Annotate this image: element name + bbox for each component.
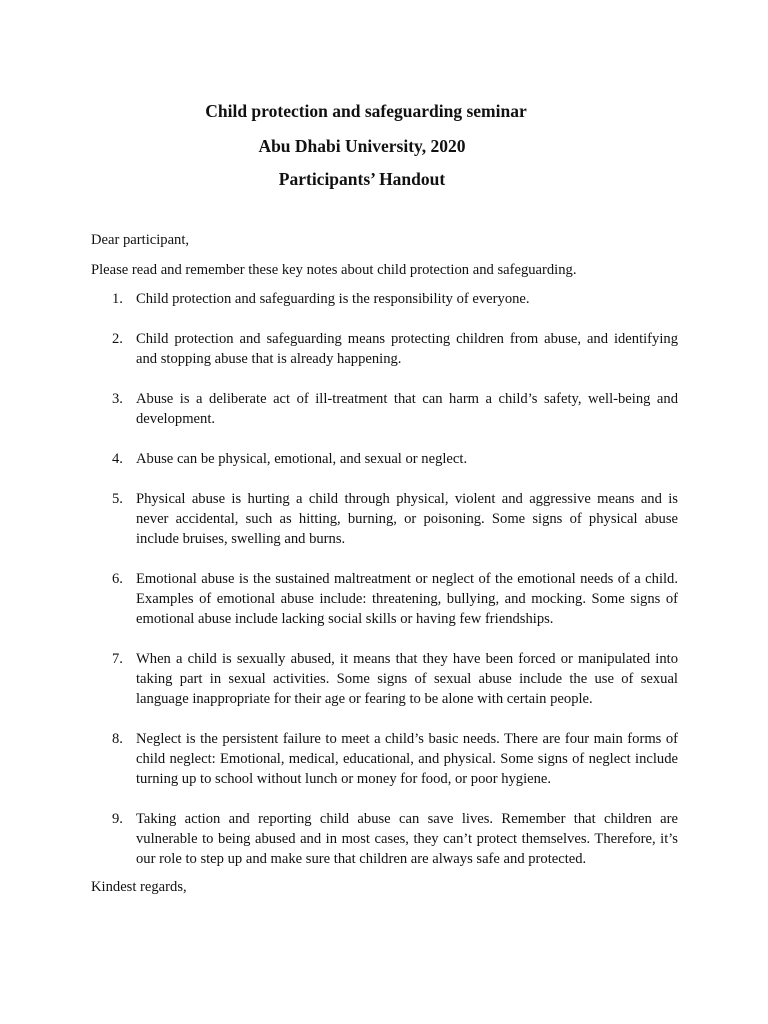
institution-heading: Abu Dhabi University, 2020 <box>258 136 466 156</box>
document-title: Child protection and safeguarding seminar <box>205 101 527 121</box>
closing-line: Kindest regards, <box>91 879 187 895</box>
list-item-number: 8. <box>112 731 123 747</box>
list-item-text: Child protection and safeguarding is the responsibility of everyone. <box>136 291 530 307</box>
list-item <box>91 729 678 789</box>
list-item-number: 9. <box>112 811 123 827</box>
list-item-number: 7. <box>112 651 123 667</box>
key-notes-list <box>91 289 678 889</box>
list-item <box>91 809 678 869</box>
list-item <box>91 389 678 429</box>
list-item <box>91 329 678 369</box>
list-item-number: 4. <box>112 451 123 467</box>
list-item-number: 2. <box>112 331 123 347</box>
list-item-text: Abuse is a deliberate act of ill-treatment that can harm a child’s safety, well-being and development. <box>136 391 678 427</box>
document-subtitle: Participants’ Handout <box>278 169 446 189</box>
list-item <box>91 489 678 549</box>
salutation: Dear participant, <box>91 232 190 248</box>
list-item-text: Taking action and reporting child abuse can save lives. Remember that children are vulnerable to being abused and in most cases, they can’t protect themselves. Therefore, it’s our role to step up and make sure that children are always safe and protected. <box>136 811 678 867</box>
list-item-number: 5. <box>112 491 123 507</box>
list-item <box>91 289 678 309</box>
list-item-number: 1. <box>112 291 123 307</box>
list-item-text: Abuse can be physical, emotional, and sexual or neglect. <box>136 451 468 467</box>
intro-paragraph: Please read and remember these key notes about child protection and safeguarding. <box>91 262 577 278</box>
list-item-text: Child protection and safeguarding means protecting children from abuse, and identifying and stopping abuse that is already happening. <box>136 331 678 367</box>
list-item-text: Emotional abuse is the sustained maltreatment or neglect of the emotional needs of a child. Examples of emotional abuse include: threatening, bullying, and mocking. Some signs of emotional abuse include lacking social skills or having few friendships. <box>136 571 678 627</box>
list-item <box>91 649 678 709</box>
list-item <box>91 449 678 469</box>
list-item-text: Neglect is the persistent failure to meet a child’s basic needs. There are four main forms of child neglect: Emotional, medical, educational, and physical. Some signs of neglect include turning up to school without lunch or money for food, or poor hygiene. <box>136 731 678 787</box>
list-item-number: 3. <box>112 391 123 407</box>
list-item <box>91 569 678 629</box>
list-item-text: Physical abuse is hurting a child through physical, violent and aggressive means and is never accidental, such as hitting, burning, or poisoning. Some signs of physical abuse include bruises, swelling and burns. <box>136 491 678 547</box>
list-item-text: When a child is sexually abused, it means that they have been forced or manipulated into taking part in sexual activities. Some signs of sexual abuse include the use of sexual language inappropriate for their age or fearing to be alone with certain people. <box>136 651 678 707</box>
list-item-number: 6. <box>112 571 123 587</box>
